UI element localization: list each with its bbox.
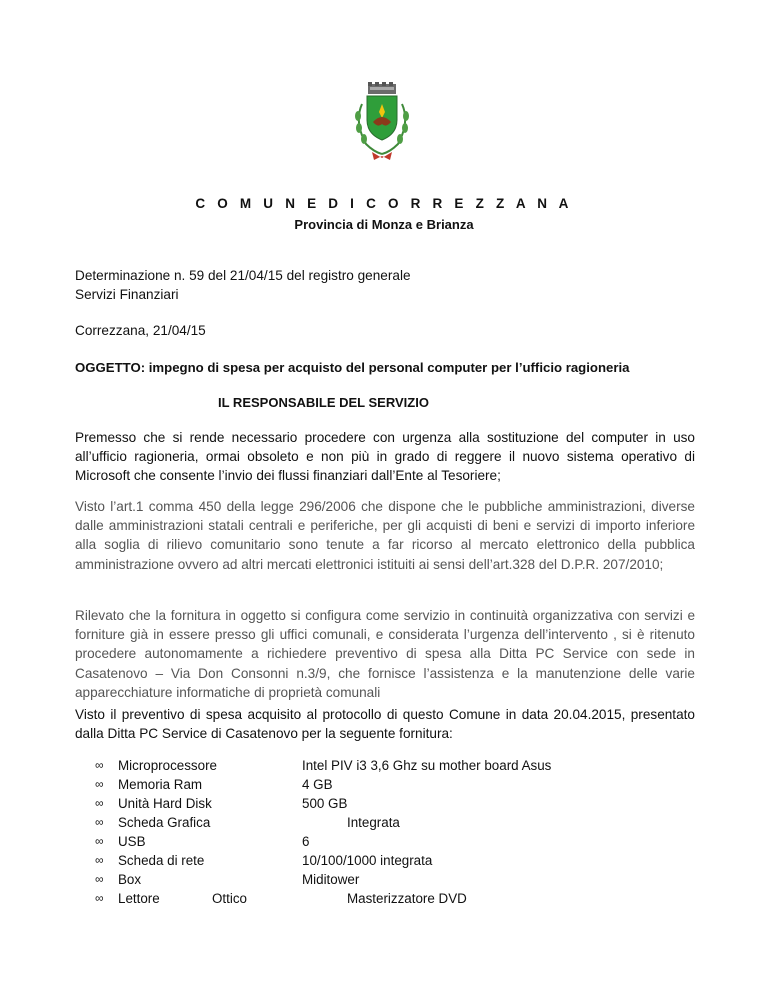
province-subtitle: Provincia di Monza e Brianza bbox=[294, 217, 474, 232]
municipality-title: C O M U N E D I C O R R E Z Z A N A bbox=[195, 196, 573, 211]
item-label: Lettore bbox=[118, 891, 160, 906]
item-label: Scheda di rete bbox=[118, 853, 205, 868]
item-value: Masterizzatore DVD bbox=[347, 891, 467, 906]
bullet-icon: ∞ bbox=[95, 853, 104, 867]
item-value: Intel PIV i3 3,6 Ghz su mother board Asus bbox=[302, 758, 552, 773]
item-label: Unità Hard Disk bbox=[118, 796, 212, 811]
item-value: Miditower bbox=[302, 872, 360, 887]
list-item bbox=[95, 794, 695, 813]
place-date: Correzzana, 21/04/15 bbox=[75, 323, 206, 338]
list-item bbox=[95, 870, 695, 889]
bullet-icon: ∞ bbox=[95, 758, 104, 772]
paragraph-visto-legge: Visto l’art.1 comma 450 della legge 296/2006 che dispone che le pubbliche amministrazioni, diverse dalle amministrazioni statali centrali e periferiche, per gli acquisti di beni e servizi di importo inferiore alla soglia di rilievo comunitario sono tenute a far ricorso al mercato elettronico della pubblica amministrazione ovvero ad altri mercati elettronici istituiti ai sensi dell’art.328 del D.P.R. 207/2010; bbox=[75, 499, 695, 572]
paragraph-premesso: Premesso che si rende necessario procedere con urgenza alla sostituzione del computer in uso all’ufficio ragioneria, ormai obsoleto e non più in grado di reggere il nuovo sistema operativo di Microsoft che consente l’invio dei flussi finanziari dall’Ente al Tesoriere; bbox=[75, 430, 695, 484]
list-item bbox=[95, 756, 695, 775]
supply-list bbox=[95, 756, 695, 908]
item-label: USB bbox=[118, 834, 146, 849]
list-item bbox=[95, 775, 695, 794]
list-item bbox=[95, 889, 695, 908]
bullet-icon: ∞ bbox=[95, 891, 104, 905]
item-value: Integrata bbox=[347, 815, 400, 830]
paragraph-preventivo: Visto il preventivo di spesa acquisito al protocollo di questo Comune in data 20.04.2015, presentato dalla Ditta PC Service di Casatenovo per la seguente fornitura: bbox=[75, 707, 695, 742]
item-value: 10/100/1000 integrata bbox=[302, 853, 433, 868]
item-value: 500 GB bbox=[302, 796, 348, 811]
section-title: IL RESPONSABILE DEL SERVIZIO bbox=[218, 395, 429, 410]
determination-number: Determinazione n. 59 del 21/04/15 del registro generale bbox=[75, 268, 411, 283]
list-item bbox=[95, 832, 695, 851]
paragraph-rilevato: Rilevato che la fornitura in oggetto si configura come servizio in continuità organizzativa con servizi e forniture già in essere presso gli uffici comunali, e considerata l’urgenza dell’intervento , si è ritenuto procedere autonomamente a richiedere preventivo di spesa alla Ditta PC Service con sede in Casatenovo – Via Don Consonni n.3/9, che fornisce l’assistenza e la manutenzione delle varie apparecchiature informatiche di proprietà comunali bbox=[75, 608, 695, 700]
municipal-coat-of-arms-icon bbox=[346, 82, 418, 164]
item-label-extra: Ottico bbox=[212, 891, 247, 906]
item-label: Box bbox=[118, 872, 142, 887]
bullet-icon: ∞ bbox=[95, 815, 104, 829]
subject-line: OGGETTO: impegno di spesa per acquisto del personal computer per l’ufficio ragioneria bbox=[75, 360, 630, 375]
item-label: Microprocessore bbox=[118, 758, 217, 773]
bullet-icon: ∞ bbox=[95, 796, 104, 810]
bullet-icon: ∞ bbox=[95, 834, 104, 848]
list-item bbox=[95, 813, 695, 832]
item-value: 6 bbox=[302, 834, 310, 849]
department-name: Servizi Finanziari bbox=[75, 287, 179, 302]
list-item bbox=[95, 851, 695, 870]
bullet-icon: ∞ bbox=[95, 872, 104, 886]
item-value: 4 GB bbox=[302, 777, 333, 792]
item-label: Memoria Ram bbox=[118, 777, 203, 792]
bullet-icon: ∞ bbox=[95, 777, 104, 791]
item-label: Scheda Grafica bbox=[118, 815, 211, 830]
